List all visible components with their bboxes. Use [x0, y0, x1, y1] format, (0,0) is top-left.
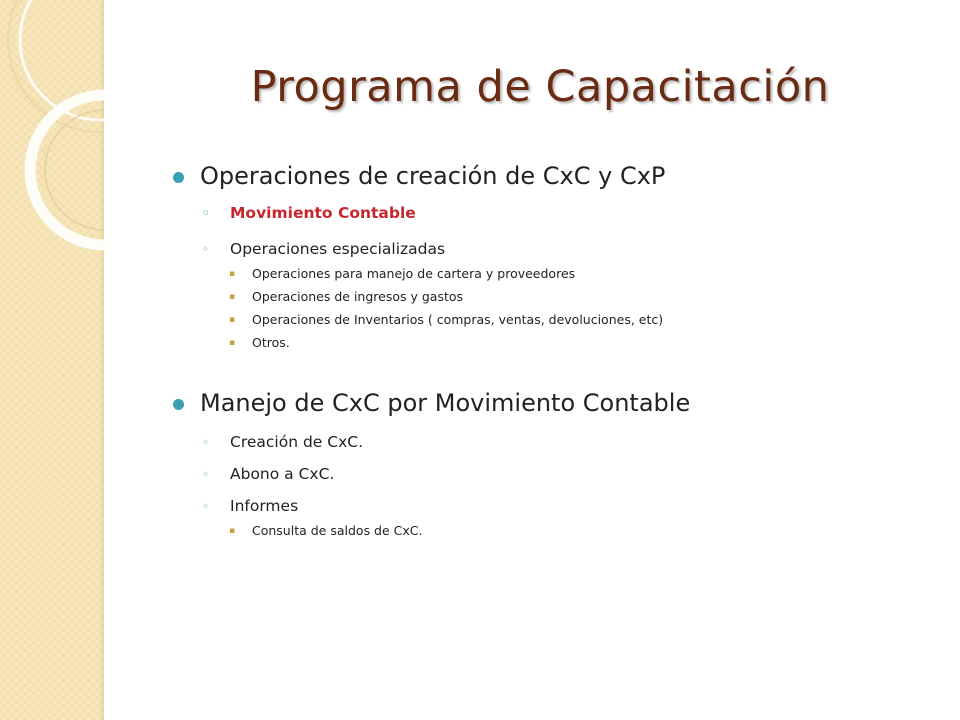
list-item-label: Creación de CxC.: [230, 433, 363, 451]
sub-item-label: Operaciones de ingresos y gastos: [252, 289, 464, 304]
list-item-label: Informes: [230, 497, 299, 515]
list-item-label: Abono a CxC.: [230, 465, 335, 483]
section-operaciones-creacion: [170, 160, 930, 192]
sub-item-ingresos-gastos: [226, 289, 930, 305]
section-label: Manejo de CxC por Movimiento Contable: [200, 389, 691, 417]
sub-item-label: Operaciones para manejo de cartera y proveedores: [252, 266, 576, 281]
sub-item-label: Consulta de saldos de CxC.: [252, 523, 423, 538]
sub-item-cartera-proveedores: [226, 266, 930, 282]
slide-title: Programa de Capacitación: [250, 62, 830, 112]
list-item-informes: [200, 496, 930, 516]
list-item-label: Operaciones especializadas: [230, 240, 446, 258]
hollow-circle-bullet-icon: ◦: [202, 435, 210, 449]
sub-item-otros: [226, 335, 930, 351]
filled-circle-bullet-icon: [173, 399, 184, 410]
list-item-label: Movimiento Contable: [230, 204, 416, 222]
small-square-bullet-icon: ▪: [229, 338, 236, 348]
section-label: Operaciones de creación de CxC y CxP: [200, 162, 666, 190]
list-item-movimiento-contable: [200, 203, 930, 223]
hollow-circle-bullet-icon: ◦: [202, 467, 210, 481]
small-square-bullet-icon: ▪: [229, 526, 236, 536]
section-manejo-cxc: [170, 387, 930, 419]
decorative-side-panel: [0, 0, 104, 720]
sub-item-consulta-saldos: [226, 523, 930, 539]
sub-item-label: Otros.: [252, 335, 290, 350]
small-square-bullet-icon: ▪: [229, 292, 236, 302]
sub-item-inventarios: [226, 312, 930, 328]
slide-content: [170, 160, 930, 539]
decorative-rings-icon: [0, 0, 104, 260]
list-item-abono-cxc: [200, 464, 930, 484]
hollow-circle-bullet-icon: ◦: [202, 242, 210, 256]
sub-item-label: Operaciones de Inventarios ( compras, ventas, devoluciones, etc): [252, 312, 664, 327]
hollow-circle-bullet-icon: ◦: [202, 206, 210, 220]
list-item-creacion-cxc: [200, 432, 930, 452]
list-item-operaciones-especializadas: [200, 239, 930, 259]
hollow-circle-bullet-icon: ◦: [202, 499, 210, 513]
filled-circle-bullet-icon: [173, 172, 184, 183]
small-square-bullet-icon: ▪: [229, 315, 236, 325]
small-square-bullet-icon: ▪: [229, 269, 236, 279]
